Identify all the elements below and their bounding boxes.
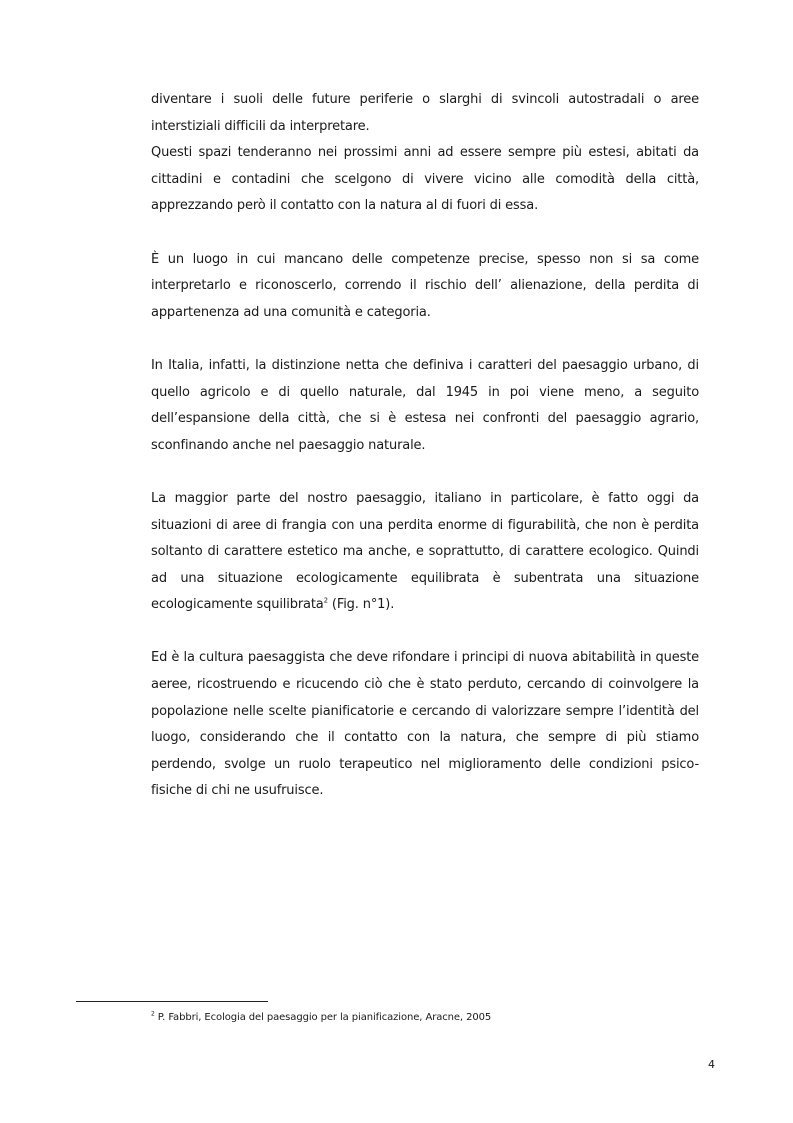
footnote-reference: 2 [323, 596, 328, 605]
footnote-divider [76, 1001, 268, 1002]
paragraph-1b: Questi spazi tenderanno nei prossimi anni ad essere sempre più estesi, abitati da cittadini e contadini che scelgono di vivere vicino alle comodità della città, apprezzando però il contatto con la natura al di fuori di essa. [151, 145, 699, 214]
paragraph-3: In Italia, infatti, la distinzione netta che definiva i caratteri del paesaggio urbano, di quello agricolo e di quello naturale, dal 1945 in poi viene meno, a seguito dell’espansione della città, che si è estesa nei confronti del paesaggio agrario, sconfinando anche nel paesaggio naturale. [151, 357, 699, 453]
paragraph-2: È un luogo in cui mancano delle competenze precise, spesso non si sa come interpretarlo e riconoscerlo, correndo il rischio dell’ alienazione, della perdita di appartenenza ad una comunità e categoria. [151, 251, 699, 320]
page-number: 4 [708, 1058, 715, 1071]
paragraph-5: Ed è la cultura paesaggista che deve rifondare i principi di nuova abitabilità in queste aeree, ricostruendo e ricucendo ciò che è stato perduto, cercando di coinvolgere la popolazione nelle scelte pianificatorie e cercando di valorizzare sempre l’identità del luogo, considerando che il contatto con la natura, che sempre di più stiamo perdendo, svolge un ruolo terapeutico nel miglioramento delle condizioni psico-fisiche di chi ne usufruisce. [151, 650, 699, 799]
paragraph-4-tail: (Fig. n°1). [327, 597, 395, 613]
footnote-text: P. Fabbri, Ecologia del paesaggio per la pianificazione, Aracne, 2005 [154, 1012, 492, 1023]
page-body [151, 87, 699, 805]
paragraph-4-text: La maggior parte del nostro paesaggio, italiano in particolare, è fatto oggi da situazioni di aree di frangia con una perdita enorme di figurabilità, che non è perdita soltanto di carattere estetico ma anche, e soprattutto, di carattere ecologico. Quindi ad una situazione ecologicamente equilibrata è subentrata una situazione ecologicamente squilibrata [151, 490, 699, 613]
paragraph-4 [151, 486, 699, 619]
footnote [151, 1011, 699, 1025]
footnote-marker: 2 [151, 1010, 155, 1018]
paragraph-1a: diventare i suoli delle future periferie o slarghi di svincoli autostradali o aree interstiziali difficili da interpretare. [151, 92, 699, 134]
